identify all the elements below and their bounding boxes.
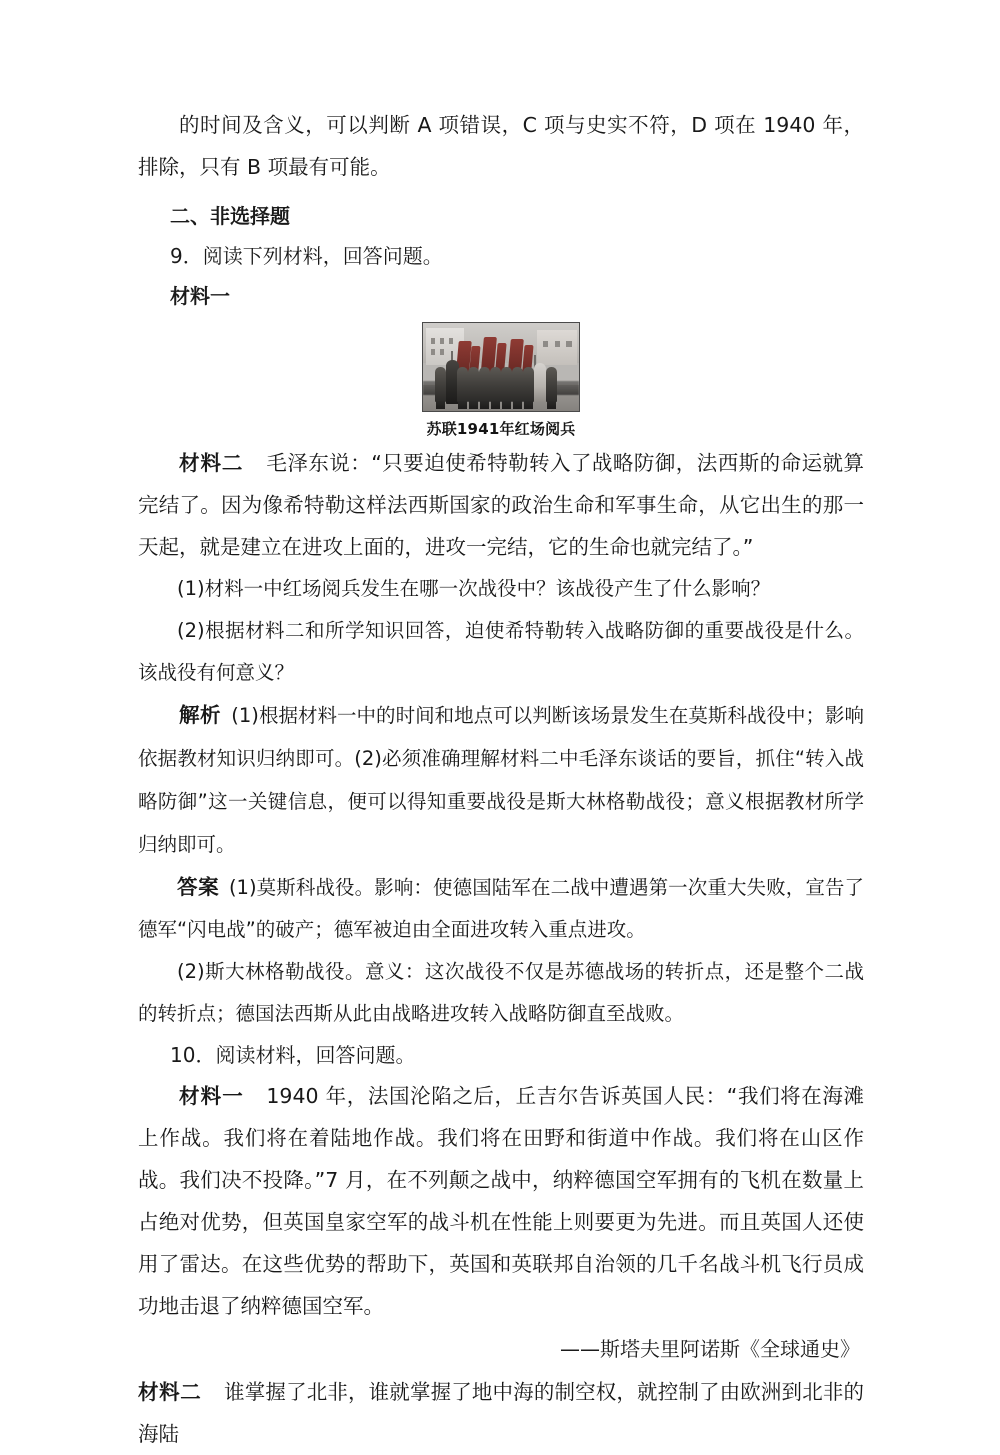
q10-material-2-label: 材料二 — [138, 1380, 202, 1404]
photo-soldier — [468, 367, 479, 402]
q10-material-2-text: 谁掌握了北非，谁就掌握了地中海的制空权，就控制了由欧洲到北非的海陆 — [138, 1380, 864, 1446]
question-9-stem: 9．阅读下列材料，回答问题。 — [170, 244, 443, 268]
q9-answer-paragraph-2: (2)斯大林格勒战役。意义：这次战役不仅是苏德战场的转折点，还是整个二战的转折点；德国法西斯从此由战略进攻转入战略防御直至战败。 — [138, 960, 864, 1025]
carryover-paragraph: 的时间及含义，可以判断 A 项错误，C 项与史实不符，D 项在 1940 年，排除，只有 B 项最有可能。 — [138, 113, 864, 179]
photo-soldier — [457, 367, 468, 402]
photo-window — [555, 341, 561, 347]
q10-source-attribution: ——斯塔夫里阿诺斯《全球通史》 — [560, 1337, 860, 1361]
q10-material-2-paragraph — [138, 1371, 864, 1455]
page-content-column — [138, 104, 864, 1455]
q10-material-1-label: 材料一 — [179, 1084, 244, 1108]
photo-window — [440, 338, 444, 344]
photo-soldier — [501, 367, 512, 402]
photo-soldier — [523, 367, 534, 402]
q9-material-1-label: 材料一 — [170, 284, 230, 308]
photo-civilian — [534, 363, 546, 402]
spacer — [138, 188, 864, 196]
q9-material-2-label: 材料二 — [179, 451, 244, 475]
q9-sub-question-2: (2)根据材料二和所学知识回答，迫使希特勒转入战略防御的重要战役是什么。该战役有何意义？ — [138, 619, 864, 684]
photo-window — [449, 338, 453, 344]
photo-window — [566, 341, 572, 347]
figure-soviet-parade — [138, 322, 864, 440]
q9-material-2-paragraph — [138, 442, 864, 568]
question-10-stem: 10．阅读材料，回答问题。 — [170, 1043, 416, 1067]
parade-photo-image — [422, 322, 580, 412]
q9-material-2-text: 毛泽东说：“只要迫使希特勒转入了战略防御，法西斯的命运就算完结了。因为像希特勒这样法西斯国家的政治生命和军事生命，从它出生的那一天起，就是建立在进攻上面的，进攻一完结，它的生命也就完结了。” — [138, 451, 864, 559]
photo-soldier — [512, 367, 523, 402]
figure-caption: 苏联1941年红场阅兵 — [426, 420, 576, 438]
q10-material-1-paragraph — [138, 1075, 864, 1327]
q9-sub-question-1: (1)材料一中红场阅兵发生在哪一次战役中？该战役产生了什么影响？ — [177, 577, 771, 600]
q9-answer-text-1: (1)莫斯科战役。影响：使德国陆军在二战中遭遇第一次重大失败，宣告了德军“闪电战”的破产；德军被迫由全面进攻转入重点进攻。 — [138, 876, 865, 941]
q9-analysis-paragraph — [138, 694, 864, 866]
q9-answer-paragraph-1 — [138, 866, 864, 951]
photo-window — [431, 338, 435, 344]
q10-material-1-text: 1940 年，法国沦陷之后，丘吉尔告诉英国人民：“我们将在海滩上作战。我们将在着陆地作战。我们将在田野和街道中作战。我们将在山区作战。我们决不投降。”7 月，在不列颠之战中，纳粹德国空军拥有的飞机在数量上占绝对优势，但英国皇家空军的战斗机在性能上则要更为先进。而且英国人还使用了雷达。在这些优势的帮助下，英国和英联邦自治领的几千名战斗机飞行员成功地击退了纳粹德国空军。 — [138, 1084, 864, 1318]
q9-analysis-text: (1)根据材料一中的时间和地点可以判断该场景发生在莫斯科战役中；影响依据教材知识归纳即可。(2)必须准确理解材料二中毛泽东谈话的要旨，抓住“转入战略防御”这一关键信息，便可以得知重要战役是斯大林格勒战役；意义根据教材所学归纳即可。 — [138, 704, 865, 856]
section-heading-non-choice: 二、非选择题 — [170, 204, 290, 228]
photo-soldier — [435, 367, 446, 402]
q9-answer-label: 答案 — [177, 875, 220, 899]
photo-building-right — [537, 330, 578, 365]
photo-soldier — [546, 367, 557, 402]
photo-soldier — [479, 367, 490, 402]
photo-soldier — [490, 367, 501, 402]
q9-analysis-label: 解析 — [179, 703, 222, 727]
photo-window — [543, 341, 549, 347]
photo-window — [440, 349, 444, 355]
photo-window — [431, 349, 435, 355]
